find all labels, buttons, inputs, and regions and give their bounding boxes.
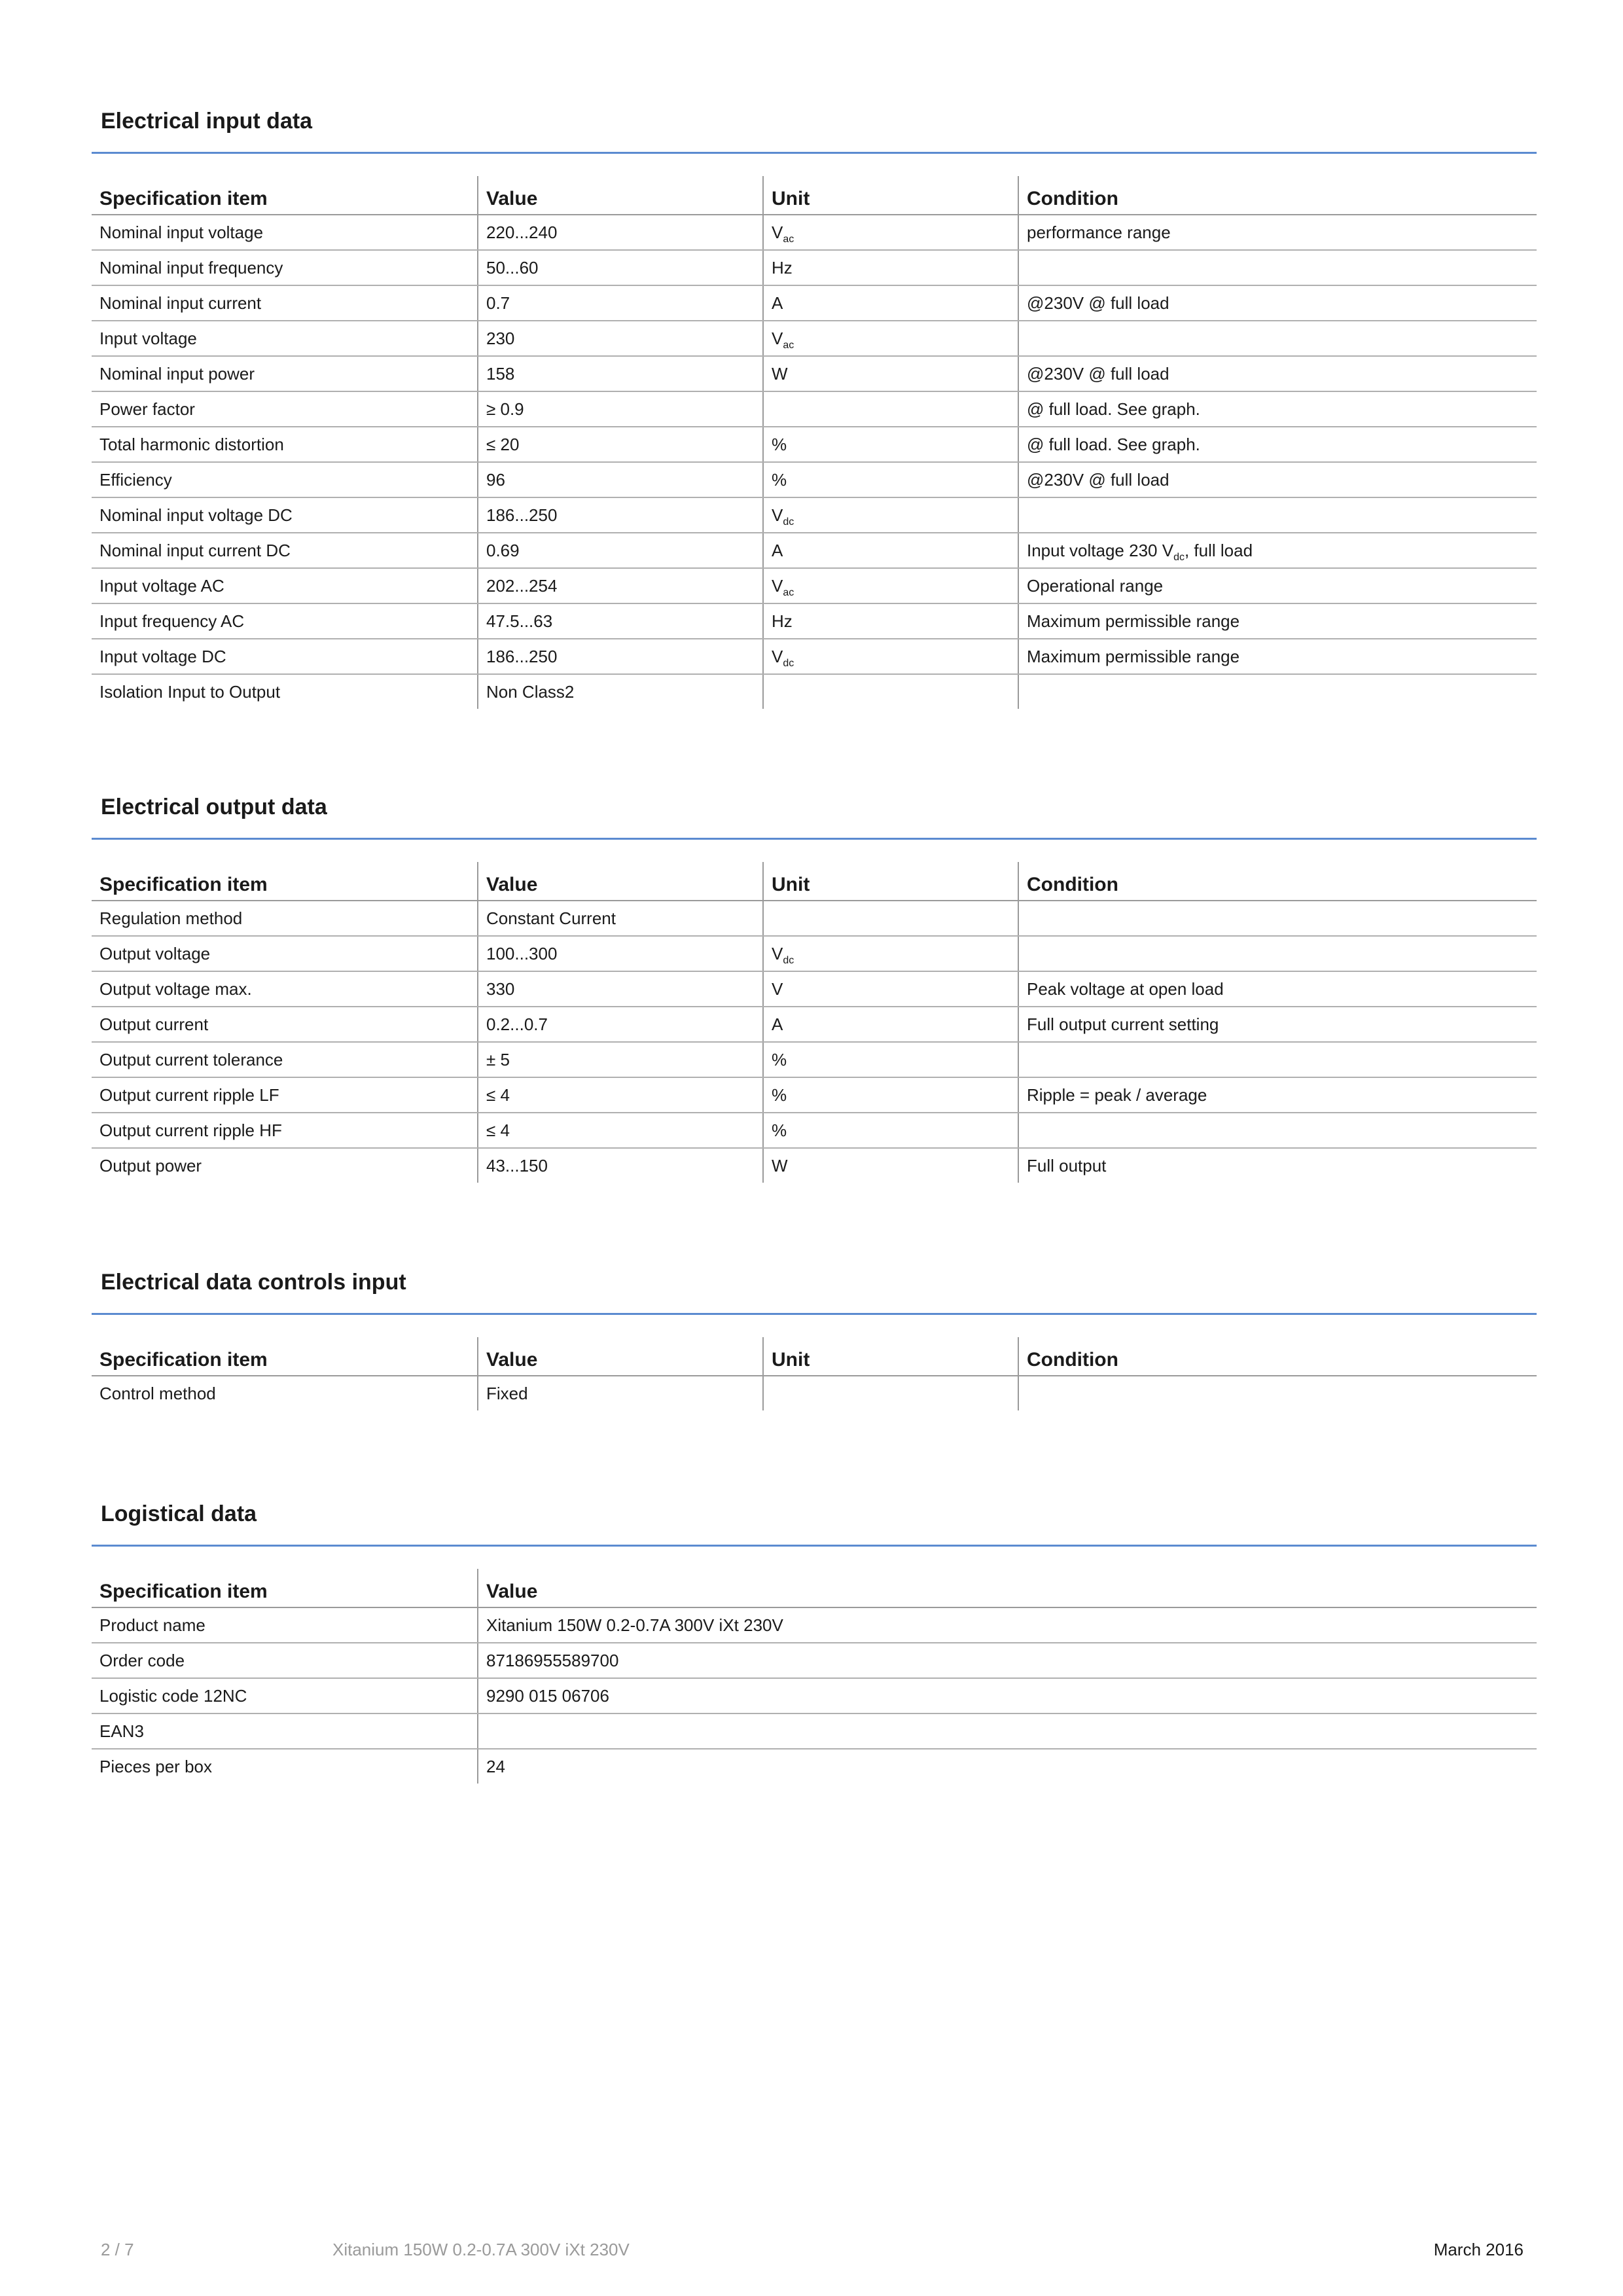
section-title: Electrical data controls input (101, 1270, 406, 1295)
spec-item-cell (92, 1749, 478, 1784)
column-header-value: Value (478, 1337, 763, 1376)
table-row (92, 674, 1537, 709)
spec-item-text: Nominal input voltage DC (99, 505, 293, 525)
spec-item-text: Total harmonic distortion (99, 434, 284, 454)
spec-item-cell (92, 971, 478, 1007)
table-row (92, 1749, 1537, 1784)
spec-condition-cell (1018, 462, 1537, 497)
spec-value-text: Constant Current (486, 908, 616, 928)
spec-unit-cell (763, 215, 1018, 250)
table-row (92, 971, 1537, 1007)
spec-item-cell (92, 568, 478, 603)
spec-unit-cell (763, 533, 1018, 568)
spec-item-cell (92, 674, 478, 709)
spec-value-cell (478, 427, 763, 462)
spec-item-text: Order code (99, 1650, 185, 1670)
spec-unit-subscript: ac (783, 233, 794, 245)
spec-condition-text: Full output (1027, 1155, 1107, 1175)
column-header-value: Value (478, 176, 763, 215)
spec-value-text: ≤ 20 (486, 434, 520, 454)
spec-unit-text: V (772, 978, 783, 999)
spec-unit-text: % (772, 469, 787, 490)
spec-item-text: Pieces per box (99, 1756, 212, 1776)
spec-item-cell (92, 356, 478, 391)
table-row (92, 462, 1537, 497)
electrical-output-table (92, 862, 1537, 1183)
spec-condition-cell (1018, 568, 1537, 603)
spec-item-text: Input voltage AC (99, 575, 224, 596)
table-row (92, 356, 1537, 391)
controls-input-table (92, 1337, 1537, 1410)
spec-unit-subscript: dc (783, 954, 794, 966)
table-header-row (92, 862, 1537, 901)
spec-item-text: Input frequency AC (99, 611, 245, 631)
spec-unit-cell (763, 568, 1018, 603)
spec-unit-text: V (772, 505, 783, 525)
table-body (92, 215, 1537, 709)
electrical-input-section (92, 105, 1537, 709)
spec-condition-text: Ripple = peak / average (1027, 1085, 1207, 1105)
spec-value-text: 9290 015 06706 (486, 1685, 609, 1706)
spec-condition-text: Maximum permissible range (1027, 646, 1240, 666)
spec-condition-tail: , full load (1184, 540, 1253, 560)
spec-item-cell (92, 1077, 478, 1113)
spec-value-text: 0.7 (486, 293, 510, 313)
spec-item-text: Output current ripple HF (99, 1120, 282, 1140)
column-header-condition: Condition (1018, 862, 1537, 901)
table-row (92, 533, 1537, 568)
spec-value-text: Xitanium 150W 0.2-0.7A 300V iXt 230V (486, 1615, 783, 1635)
spec-unit-text: Hz (772, 611, 793, 631)
table-row (92, 427, 1537, 462)
spec-value-cell (478, 936, 763, 971)
spec-item-cell (92, 936, 478, 971)
table-row (92, 639, 1537, 674)
spec-unit-text: % (772, 1049, 787, 1069)
spec-value-text: 96 (486, 469, 505, 490)
spec-item-cell (92, 901, 478, 936)
table-row (92, 936, 1537, 971)
spec-condition-cell (1018, 1042, 1537, 1077)
spec-value-cell (478, 1007, 763, 1042)
spec-value-cell (478, 391, 763, 427)
table-row (92, 1713, 1537, 1749)
spec-condition-cell (1018, 936, 1537, 971)
spec-item-cell (92, 1643, 478, 1678)
spec-unit-text: W (772, 363, 788, 384)
spec-value-text: ≤ 4 (486, 1085, 510, 1105)
logistical-section (92, 1498, 1537, 1784)
spec-value-text: 158 (486, 363, 515, 384)
spec-value-text: 186...250 (486, 646, 558, 666)
spec-condition-cell (1018, 391, 1537, 427)
spec-value-cell (478, 321, 763, 356)
table-header-row (92, 1569, 1537, 1607)
spec-value-cell (478, 568, 763, 603)
spec-value-cell (478, 971, 763, 1007)
spec-item-cell (92, 533, 478, 568)
spec-unit-text: V (772, 328, 783, 348)
table-row (92, 1077, 1537, 1113)
spec-condition-cell (1018, 971, 1537, 1007)
spec-unit-text: A (772, 540, 783, 560)
table-row (92, 1113, 1537, 1148)
spec-item-cell (92, 321, 478, 356)
controls-input-section (92, 1266, 1537, 1410)
spec-item-cell (92, 1376, 478, 1410)
table-row (92, 497, 1537, 533)
spec-unit-subscript: ac (783, 586, 794, 598)
spec-value-cell (478, 674, 763, 709)
spec-condition-text: Input voltage 230 V (1027, 540, 1174, 560)
spec-value-cell (478, 1148, 763, 1183)
spec-item-text: Output voltage (99, 943, 211, 963)
spec-unit-cell (763, 497, 1018, 533)
spec-unit-subscript: dc (783, 657, 794, 669)
spec-item-cell (92, 1678, 478, 1713)
section-title: Electrical output data (101, 795, 327, 819)
spec-unit-subscript: ac (783, 339, 794, 351)
spec-value-cell (478, 1113, 763, 1148)
table-row (92, 321, 1537, 356)
spec-value-cell (478, 250, 763, 285)
spec-value-text: ± 5 (486, 1049, 510, 1069)
table-row (92, 603, 1537, 639)
column-header-value: Value (478, 862, 763, 901)
table-body (92, 1376, 1537, 1410)
spec-item-cell (92, 603, 478, 639)
column-header-item: Specification item (92, 176, 478, 215)
spec-value-cell (478, 1713, 1537, 1749)
spec-value-cell (478, 533, 763, 568)
section-divider (92, 152, 1537, 154)
column-header-unit: Unit (763, 862, 1018, 901)
spec-unit-text: V (772, 646, 783, 666)
spec-condition-cell (1018, 250, 1537, 285)
table-body (92, 1607, 1537, 1784)
spec-item-text: Product name (99, 1615, 205, 1635)
spec-condition-text: @230V @ full load (1027, 293, 1169, 313)
spec-unit-cell (763, 1077, 1018, 1113)
page-number: 2 / 7 (101, 2240, 134, 2259)
spec-item-text: Output voltage max. (99, 978, 252, 999)
column-header-value: Value (478, 1569, 1537, 1607)
spec-condition-text: performance range (1027, 222, 1171, 242)
spec-item-text: Output current ripple LF (99, 1085, 279, 1105)
spec-value-text: 330 (486, 978, 515, 999)
spec-unit-cell (763, 427, 1018, 462)
spec-value-text: 230 (486, 328, 515, 348)
spec-condition-cell (1018, 285, 1537, 321)
spec-unit-cell (763, 603, 1018, 639)
spec-unit-cell (763, 321, 1018, 356)
spec-item-text: Input voltage (99, 328, 197, 348)
spec-value-text: ≥ 0.9 (486, 399, 524, 419)
spec-condition-cell (1018, 639, 1537, 674)
column-header-item: Specification item (92, 862, 478, 901)
table-row (92, 1148, 1537, 1183)
spec-value-cell (478, 1077, 763, 1113)
spec-item-text: Control method (99, 1383, 216, 1403)
spec-unit-cell (763, 1148, 1018, 1183)
spec-condition-cell (1018, 321, 1537, 356)
spec-item-cell (92, 1607, 478, 1643)
spec-value-text: 220...240 (486, 222, 558, 242)
table-row (92, 1007, 1537, 1042)
footer-date: March 2016 (1433, 2240, 1524, 2259)
spec-value-cell (478, 285, 763, 321)
spec-item-cell (92, 1148, 478, 1183)
spec-unit-cell (763, 250, 1018, 285)
spec-value-cell (478, 462, 763, 497)
spec-value-cell (478, 1607, 1537, 1643)
spec-unit-text: W (772, 1155, 788, 1175)
spec-unit-cell (763, 1007, 1018, 1042)
table-header-row (92, 176, 1537, 215)
table-row (92, 568, 1537, 603)
spec-item-cell (92, 391, 478, 427)
spec-condition-text: @230V @ full load (1027, 469, 1169, 490)
spec-item-cell (92, 639, 478, 674)
spec-unit-text: A (772, 293, 783, 313)
electrical-output-section (92, 791, 1537, 1183)
spec-condition-cell (1018, 427, 1537, 462)
spec-item-cell (92, 427, 478, 462)
electrical-input-table (92, 176, 1537, 709)
spec-value-text: 47.5...63 (486, 611, 553, 631)
spec-condition-text: Operational range (1027, 575, 1164, 596)
spec-item-text: Nominal input current (99, 293, 262, 313)
spec-condition-subscript: dc (1173, 551, 1185, 563)
section-divider (92, 1545, 1537, 1547)
column-header-condition: Condition (1018, 176, 1537, 215)
spec-value-cell (478, 1376, 763, 1410)
spec-item-text: Output power (99, 1155, 202, 1175)
spec-item-text: Nominal input power (99, 363, 255, 384)
logistical-table (92, 1569, 1537, 1784)
spec-unit-cell (763, 1376, 1018, 1410)
spec-item-text: Nominal input current DC (99, 540, 291, 560)
spec-item-text: Isolation Input to Output (99, 681, 281, 702)
spec-value-cell (478, 356, 763, 391)
spec-unit-cell (763, 674, 1018, 709)
spec-unit-cell (763, 936, 1018, 971)
section-divider (92, 1313, 1537, 1315)
spec-item-text: Output current tolerance (99, 1049, 283, 1069)
spec-value-text: Fixed (486, 1383, 528, 1403)
spec-condition-cell (1018, 1376, 1537, 1410)
spec-condition-text: @ full load. See graph. (1027, 399, 1200, 419)
spec-condition-text: @230V @ full load (1027, 363, 1169, 384)
spec-value-text: 50...60 (486, 257, 539, 278)
spec-value-cell (478, 1678, 1537, 1713)
spec-item-text: Output current (99, 1014, 209, 1034)
spec-item-cell (92, 1007, 478, 1042)
spec-item-cell (92, 250, 478, 285)
table-body (92, 901, 1537, 1183)
spec-condition-cell (1018, 901, 1537, 936)
spec-value-cell (478, 639, 763, 674)
spec-value-text: Non Class2 (486, 681, 575, 702)
spec-condition-text: Peak voltage at open load (1027, 978, 1224, 999)
spec-unit-cell (763, 639, 1018, 674)
spec-value-cell (478, 497, 763, 533)
spec-unit-text: V (772, 575, 783, 596)
table-row (92, 1376, 1537, 1410)
spec-condition-cell (1018, 603, 1537, 639)
table-row (92, 391, 1537, 427)
spec-item-cell (92, 462, 478, 497)
spec-value-text: 202...254 (486, 575, 558, 596)
spec-condition-cell (1018, 1113, 1537, 1148)
table-row (92, 1042, 1537, 1077)
spec-condition-text: @ full load. See graph. (1027, 434, 1200, 454)
spec-condition-text: Maximum permissible range (1027, 611, 1240, 631)
spec-condition-cell (1018, 1077, 1537, 1113)
table-header-row (92, 1337, 1537, 1376)
spec-item-text: Logistic code 12NC (99, 1685, 247, 1706)
spec-value-text: 0.2...0.7 (486, 1014, 548, 1034)
spec-item-cell (92, 1113, 478, 1148)
spec-unit-cell (763, 971, 1018, 1007)
table-row (92, 1678, 1537, 1713)
spec-item-cell (92, 1042, 478, 1077)
spec-condition-cell (1018, 356, 1537, 391)
spec-item-text: Nominal input frequency (99, 257, 283, 278)
section-divider (92, 838, 1537, 840)
spec-item-text: EAN3 (99, 1721, 144, 1741)
column-header-condition: Condition (1018, 1337, 1537, 1376)
table-row (92, 1643, 1537, 1678)
spec-unit-text: % (772, 1120, 787, 1140)
column-header-unit: Unit (763, 176, 1018, 215)
spec-value-text: 43...150 (486, 1155, 548, 1175)
spec-unit-cell (763, 462, 1018, 497)
table-row (92, 250, 1537, 285)
spec-value-cell (478, 1643, 1537, 1678)
spec-unit-cell (763, 1042, 1018, 1077)
spec-value-cell (478, 1042, 763, 1077)
spec-value-cell (478, 1749, 1537, 1784)
table-row (92, 901, 1537, 936)
spec-condition-cell (1018, 533, 1537, 568)
section-title: Electrical input data (101, 109, 313, 134)
spec-item-text: Input voltage DC (99, 646, 226, 666)
spec-value-text: 24 (486, 1756, 505, 1776)
spec-unit-cell (763, 356, 1018, 391)
spec-item-text: Nominal input voltage (99, 222, 264, 242)
spec-condition-cell (1018, 674, 1537, 709)
spec-unit-text: V (772, 222, 783, 242)
spec-condition-cell (1018, 497, 1537, 533)
spec-item-cell (92, 497, 478, 533)
spec-unit-cell (763, 391, 1018, 427)
spec-condition-cell (1018, 1148, 1537, 1183)
page-footer (0, 2240, 1623, 2266)
spec-unit-text: A (772, 1014, 783, 1034)
spec-value-cell (478, 215, 763, 250)
spec-item-text: Regulation method (99, 908, 243, 928)
spec-item-text: Power factor (99, 399, 195, 419)
spec-value-text: 100...300 (486, 943, 558, 963)
spec-item-text: Efficiency (99, 469, 172, 490)
footer-product-name: Xitanium 150W 0.2-0.7A 300V iXt 230V (332, 2240, 630, 2259)
spec-unit-cell (763, 285, 1018, 321)
spec-unit-text: % (772, 1085, 787, 1105)
spec-condition-cell (1018, 1007, 1537, 1042)
column-header-item: Specification item (92, 1337, 478, 1376)
spec-unit-cell (763, 1113, 1018, 1148)
table-row (92, 285, 1537, 321)
spec-unit-text: % (772, 434, 787, 454)
column-header-item: Specification item (92, 1569, 478, 1607)
spec-unit-cell (763, 901, 1018, 936)
column-header-unit: Unit (763, 1337, 1018, 1376)
spec-value-text: ≤ 4 (486, 1120, 510, 1140)
spec-value-text: 0.69 (486, 540, 520, 560)
spec-condition-text: Full output current setting (1027, 1014, 1219, 1034)
spec-value-cell (478, 603, 763, 639)
spec-item-cell (92, 215, 478, 250)
spec-value-text: 186...250 (486, 505, 558, 525)
spec-unit-subscript: dc (783, 516, 794, 528)
table-row (92, 215, 1537, 250)
spec-value-cell (478, 901, 763, 936)
table-row (92, 1607, 1537, 1643)
spec-value-text: 87186955589700 (486, 1650, 619, 1670)
spec-unit-text: V (772, 943, 783, 963)
spec-condition-cell (1018, 215, 1537, 250)
spec-unit-text: Hz (772, 257, 793, 278)
spec-item-cell (92, 1713, 478, 1749)
section-title: Logistical data (101, 1501, 257, 1526)
spec-item-cell (92, 285, 478, 321)
